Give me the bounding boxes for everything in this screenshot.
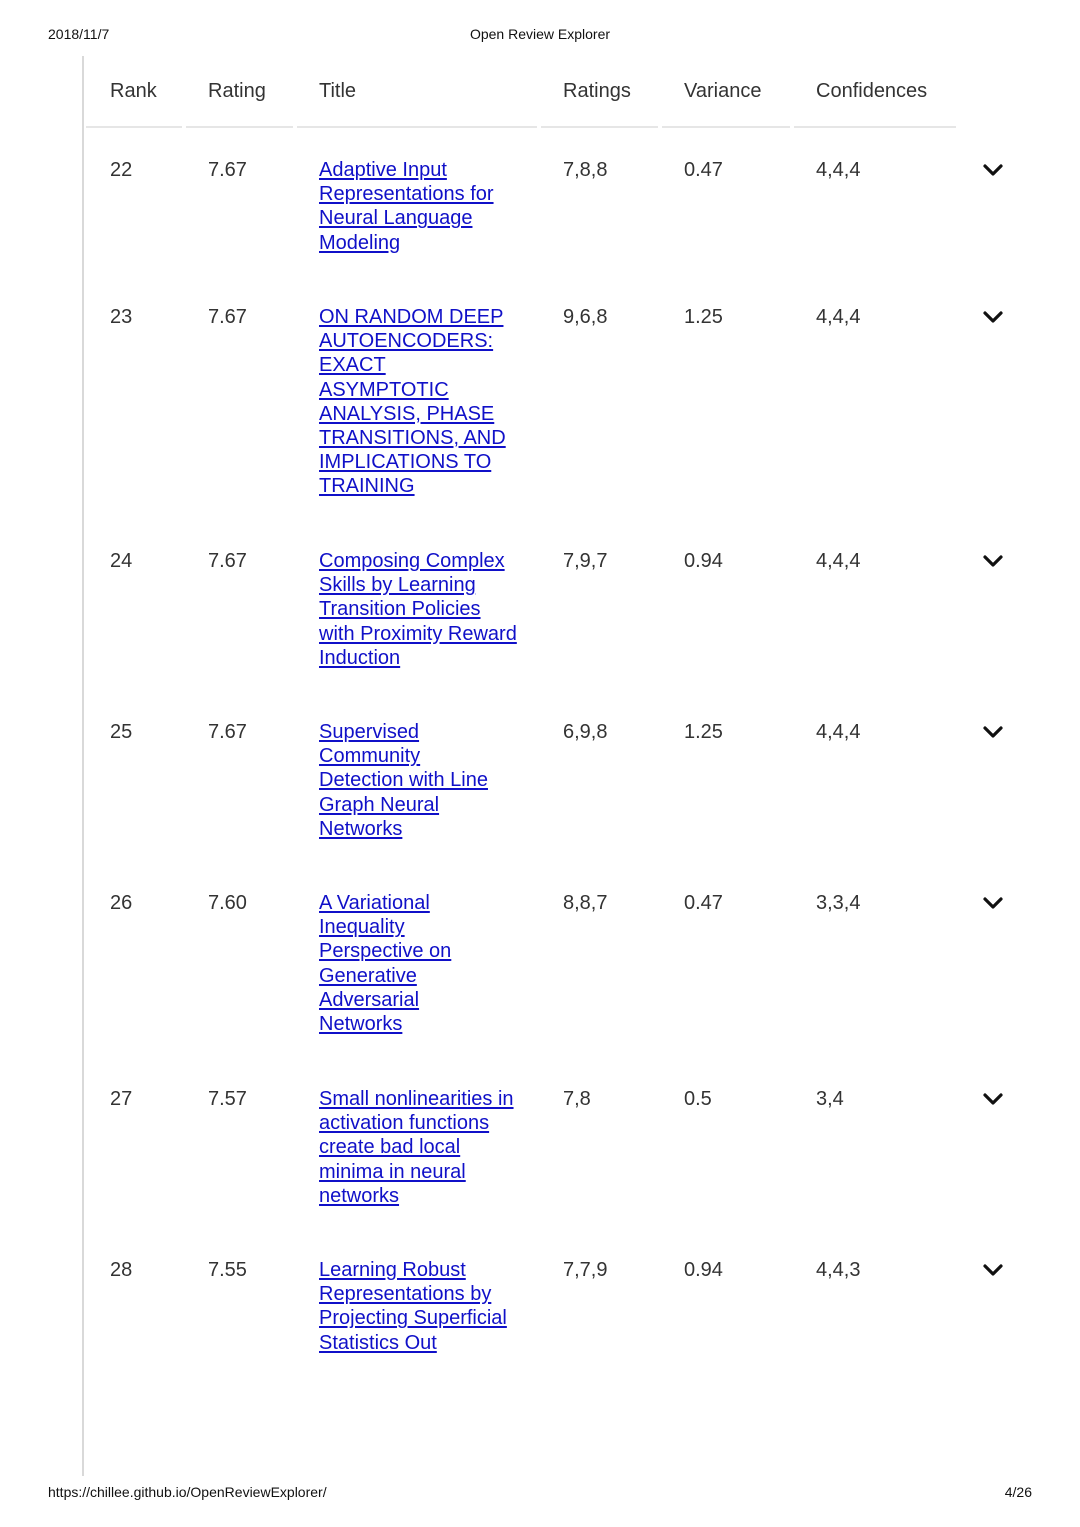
header-divider-gap	[790, 126, 794, 128]
row-confidences: 3,3,4	[816, 892, 861, 914]
row-rating: 7.60	[208, 892, 247, 914]
column-header-confidences[interactable]: Confidences	[816, 80, 928, 102]
row-rank: 23	[110, 306, 133, 328]
row-rank: 27	[110, 1088, 133, 1110]
papers-table	[86, 58, 1026, 1354]
chevron-down-icon[interactable]	[982, 1262, 1004, 1278]
row-rating: 7.67	[208, 306, 247, 328]
print-page-title: Open Review Explorer	[469, 26, 611, 42]
table-row	[86, 891, 1026, 1051]
row-ratings: 9,6,8	[563, 306, 608, 328]
row-confidences: 4,4,4	[816, 159, 861, 181]
left-border	[82, 56, 84, 1476]
print-header	[48, 26, 1032, 46]
row-rank: 26	[110, 892, 133, 914]
row-ratings: 7,9,7	[563, 550, 608, 572]
row-rank: 24	[110, 550, 133, 572]
row-ratings: 6,9,8	[563, 721, 608, 743]
table-row	[86, 1087, 1026, 1227]
print-url: https://chillee.github.io/OpenReviewExplorer/	[48, 1484, 327, 1500]
row-variance: 0.5	[684, 1088, 712, 1110]
row-confidences: 4,4,3	[816, 1259, 861, 1281]
table-row	[86, 1258, 1026, 1398]
paper-title-link[interactable]: A Variational Inequality Perspective on Generative Adversarial Networks	[319, 892, 452, 1036]
header-divider-gap	[182, 126, 186, 128]
row-confidences: 4,4,4	[816, 550, 861, 572]
chevron-down-icon[interactable]	[982, 724, 1004, 740]
row-variance: 0.47	[684, 159, 723, 181]
paper-title-link[interactable]: Composing Complex Skills by Learning Transition Policies with Proximity Reward Induction	[319, 550, 517, 669]
row-confidences: 4,4,4	[816, 721, 861, 743]
column-header-rank[interactable]: Rank	[110, 80, 157, 102]
table-row	[86, 305, 1026, 525]
row-title	[319, 720, 504, 841]
header-divider-gap	[293, 126, 297, 128]
row-ratings: 7,8,8	[563, 159, 608, 181]
row-rating: 7.67	[208, 721, 247, 743]
row-rating: 7.67	[208, 550, 247, 572]
row-variance: 1.25	[684, 721, 723, 743]
paper-title-link[interactable]: Adaptive Input Representations for Neural Language Modeling	[319, 159, 494, 254]
row-title	[319, 1087, 517, 1208]
row-title	[319, 891, 479, 1036]
row-variance: 1.25	[684, 306, 723, 328]
chevron-down-icon[interactable]	[982, 1091, 1004, 1107]
column-header-rating[interactable]: Rating	[208, 80, 266, 102]
row-variance: 0.94	[684, 550, 723, 572]
row-rank: 25	[110, 721, 133, 743]
row-rank: 22	[110, 159, 133, 181]
column-header-ratings[interactable]: Ratings	[563, 80, 631, 102]
row-rating: 7.55	[208, 1259, 247, 1281]
chevron-down-icon[interactable]	[982, 895, 1004, 911]
row-confidences: 4,4,4	[816, 306, 861, 328]
print-date: 2018/11/7	[48, 26, 110, 42]
row-variance: 0.47	[684, 892, 723, 914]
chevron-down-icon[interactable]	[982, 309, 1004, 325]
chevron-down-icon[interactable]	[982, 162, 1004, 178]
row-title	[319, 549, 517, 670]
column-header-variance[interactable]: Variance	[684, 80, 762, 102]
table-row	[86, 549, 1026, 689]
row-rating: 7.57	[208, 1088, 247, 1110]
row-ratings: 8,8,7	[563, 892, 608, 914]
header-divider	[86, 126, 956, 128]
row-confidences: 3,4	[816, 1088, 844, 1110]
row-ratings: 7,7,9	[563, 1259, 608, 1281]
row-rank: 28	[110, 1259, 133, 1281]
print-footer	[48, 1484, 1032, 1504]
row-rating: 7.67	[208, 159, 247, 181]
chevron-down-icon[interactable]	[982, 553, 1004, 569]
paper-title-link[interactable]: ON RANDOM DEEP AUTOENCODERS: EXACT ASYMPTOTIC ANALYSIS, PHASE TRANSITIONS, AND IMPLICATIONS TO TRAINING	[319, 306, 506, 498]
column-header-title[interactable]: Title	[319, 80, 357, 102]
print-page-number: 4/26	[1004, 1484, 1032, 1500]
row-ratings: 7,8	[563, 1088, 591, 1110]
table-row	[86, 158, 1026, 298]
table-row	[86, 720, 1026, 860]
paper-title-link[interactable]: Supervised Community Detection with Line Graph Neural Networks	[319, 721, 488, 840]
table-header	[86, 58, 1026, 128]
paper-title-link[interactable]: Small nonlinearities in activation functions create bad local minima in neural networks	[319, 1088, 514, 1207]
row-title	[319, 1258, 517, 1355]
header-divider-gap	[658, 126, 662, 128]
row-title	[319, 158, 519, 255]
row-variance: 0.94	[684, 1259, 723, 1281]
row-title	[319, 305, 509, 499]
paper-title-link[interactable]: Learning Robust Representations by Projecting Superficial Statistics Out	[319, 1259, 507, 1354]
header-divider-gap	[537, 126, 541, 128]
